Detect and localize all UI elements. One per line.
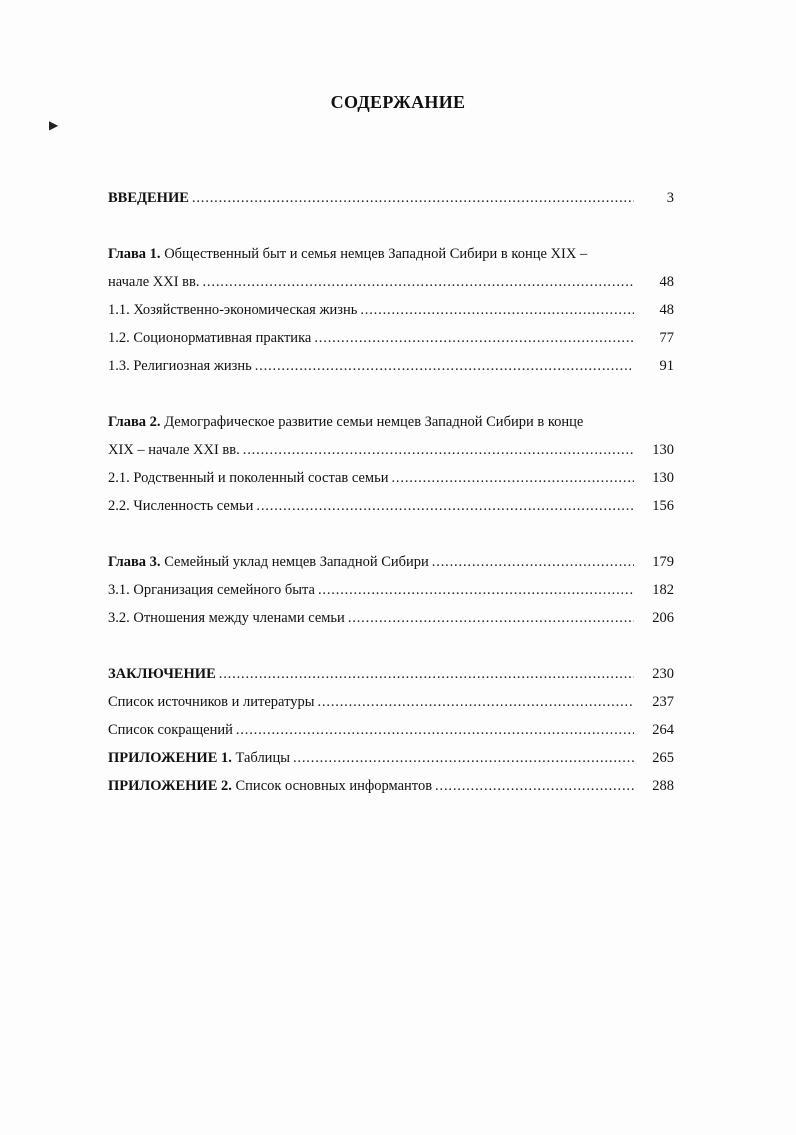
toc-page-number: 182 xyxy=(652,582,674,598)
toc-page-number: 206 xyxy=(652,610,674,626)
toc-page-number: 237 xyxy=(652,694,674,710)
dot-leader xyxy=(236,716,634,744)
appendix-title: Таблицы xyxy=(231,750,290,766)
chapter-number: Глава 2. xyxy=(108,414,161,430)
toc-entry-chapter2[interactable] xyxy=(108,436,674,464)
dot-leader xyxy=(432,548,634,576)
toc-entry-label xyxy=(108,772,435,800)
toc-entry-appendix2[interactable] xyxy=(108,772,674,800)
toc-page-number: 48 xyxy=(659,302,674,318)
dot-leader xyxy=(348,604,634,632)
appendix-number: ПРИЛОЖЕНИЕ 1. xyxy=(108,750,232,766)
dot-leader xyxy=(256,492,634,520)
toc-entry-appendix1[interactable] xyxy=(108,744,674,772)
toc-page-number: 77 xyxy=(659,330,674,346)
table-of-contents xyxy=(108,184,674,800)
dot-leader xyxy=(192,184,634,212)
toc-entry-label: 1.1. Хозяйственно-экономическая жизнь xyxy=(108,302,358,318)
chapter-number: Глава 1. xyxy=(108,246,161,262)
toc-chapter1-heading[interactable] xyxy=(108,240,674,268)
toc-entry-label xyxy=(108,548,432,576)
margin-arrow-mark: ▶ xyxy=(49,118,59,132)
chapter-title: Семейный уклад немцев Западной Сибири xyxy=(160,554,429,570)
toc-entry-label: 3.2. Отношения между членами семьи xyxy=(108,610,345,626)
dot-leader xyxy=(219,660,634,688)
toc-entry-label: Список сокращений xyxy=(108,722,233,738)
toc-page-number: 288 xyxy=(652,778,674,794)
toc-entry-1-1[interactable] xyxy=(108,296,674,324)
chapter-title-line1: Демографическое развитие семьи немцев Западной Сибири в конце xyxy=(160,414,584,430)
chapter-number: Глава 3. xyxy=(108,554,161,570)
toc-page-number: 3 xyxy=(666,190,674,206)
dot-leader xyxy=(314,324,634,352)
chapter-title-line2: XIX – начале XXI вв. xyxy=(108,442,240,458)
toc-entry-label: 2.1. Родственный и поколенный состав семьи xyxy=(108,470,389,486)
dot-leader xyxy=(435,772,634,800)
chapter-title-line2: начале XXI вв. xyxy=(108,274,200,290)
toc-entry-label: 1.2. Соционормативная практика xyxy=(108,330,312,346)
toc-entry-label: 3.1. Организация семейного быта xyxy=(108,582,315,598)
toc-entry-label: 2.2. Численность семьи xyxy=(108,498,254,514)
toc-page-number: 130 xyxy=(652,442,674,458)
toc-entry-label: 1.3. Религиозная жизнь xyxy=(108,358,252,374)
toc-entry-label: ВВЕДЕНИЕ xyxy=(108,190,189,206)
toc-entry-2-1[interactable] xyxy=(108,464,674,492)
toc-page-number: 156 xyxy=(652,498,674,514)
dot-leader xyxy=(243,436,634,464)
toc-entry-1-3[interactable] xyxy=(108,352,674,380)
dot-leader xyxy=(202,268,634,296)
dot-leader xyxy=(293,744,634,772)
toc-entry-label: Список источников и литературы xyxy=(108,694,315,710)
dot-leader xyxy=(318,576,634,604)
toc-page-number: 48 xyxy=(659,274,674,290)
toc-entry-3-2[interactable] xyxy=(108,604,674,632)
toc-entry-label: ЗАКЛЮЧЕНИЕ xyxy=(108,666,216,682)
toc-entry-3-1[interactable] xyxy=(108,576,674,604)
dot-leader xyxy=(360,296,634,324)
toc-chapter2-heading[interactable] xyxy=(108,408,674,436)
dot-leader xyxy=(391,464,634,492)
chapter-title-line1: Общественный быт и семья немцев Западной Сибири в конце XIX – xyxy=(160,246,588,262)
toc-entry-chapter3[interactable] xyxy=(108,548,674,576)
toc-entry-label xyxy=(108,744,293,772)
toc-entry-2-2[interactable] xyxy=(108,492,674,520)
toc-page-number: 264 xyxy=(652,722,674,738)
toc-page-number: 179 xyxy=(652,554,674,570)
dot-leader xyxy=(317,688,634,716)
toc-entry-conclusion[interactable] xyxy=(108,660,674,688)
toc-entry-1-2[interactable] xyxy=(108,324,674,352)
toc-title: СОДЕРЖАНИЕ xyxy=(330,92,466,112)
toc-page-number: 91 xyxy=(659,358,674,374)
toc-page-number: 230 xyxy=(652,666,674,682)
toc-entry-intro[interactable] xyxy=(108,184,674,212)
dot-leader xyxy=(255,352,634,380)
toc-page-number: 265 xyxy=(652,750,674,766)
toc-entry-chapter1[interactable] xyxy=(108,268,674,296)
toc-entry-sources[interactable] xyxy=(108,688,674,716)
appendix-number: ПРИЛОЖЕНИЕ 2. xyxy=(108,778,232,794)
appendix-title: Список основных информантов xyxy=(231,778,433,794)
toc-page-number: 130 xyxy=(652,470,674,486)
toc-entry-abbreviations[interactable] xyxy=(108,716,674,744)
